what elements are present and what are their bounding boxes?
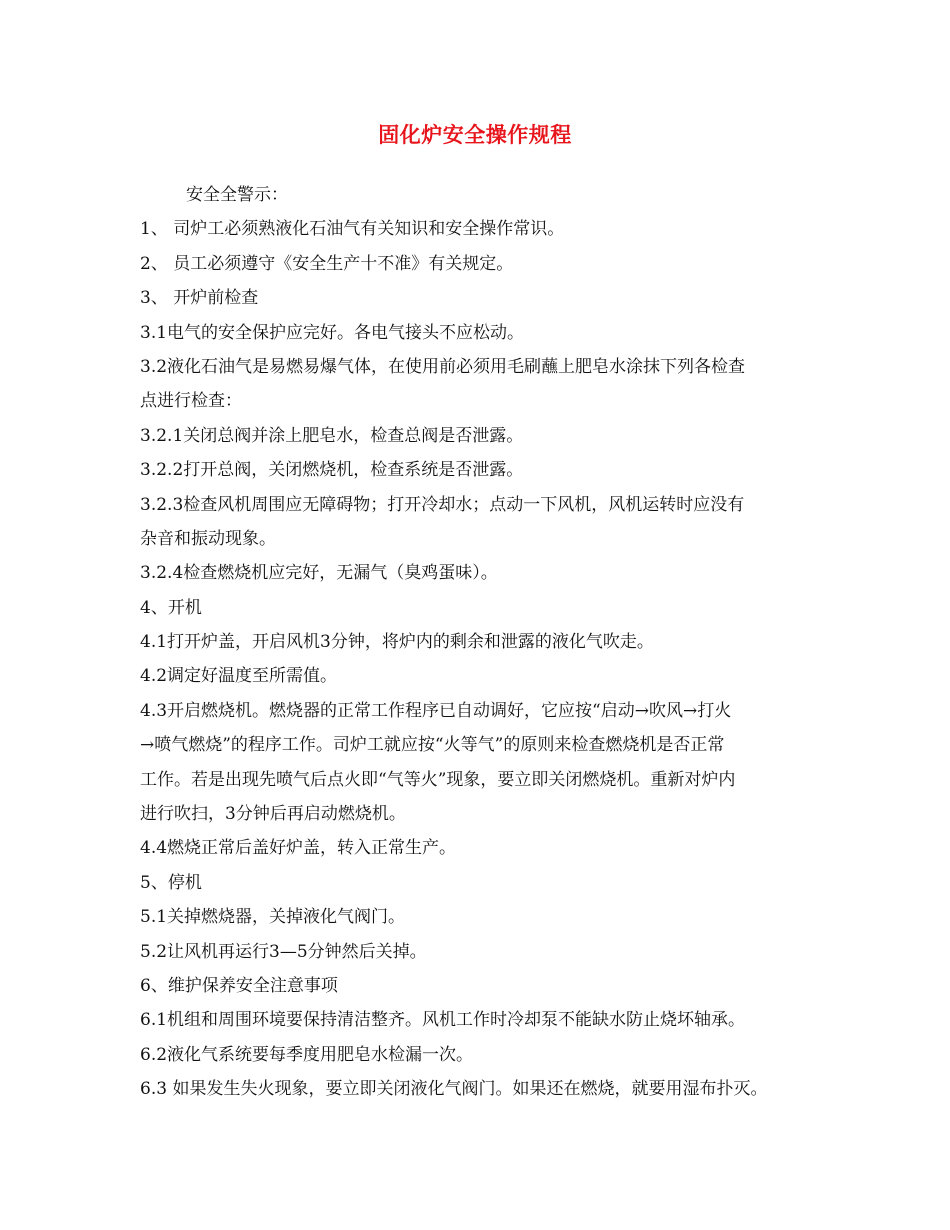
paragraph-line: 6.1机组和周围环境要保持清洁整齐。风机工作时冷却泵不能缺水防止烧坏轴承。 — [140, 1010, 746, 1031]
paragraph-line: 3.2.2打开总阀，关闭燃烧机，检查系统是否泄露。 — [140, 460, 524, 481]
document-body — [140, 178, 825, 1107]
paragraph-line: 5.1关掉燃烧器，关掉液化气阀门。 — [140, 907, 406, 928]
paragraph-line: 4.1打开炉盖，开启风机3分钟，将炉内的剩余和泄露的液化气吹走。 — [140, 632, 654, 653]
paragraph-line: →喷气燃烧”的程序工作。司炉工就应按“火等气”的原则来检查燃烧机是否正常 — [140, 735, 725, 756]
paragraph-line: 杂音和振动现象。 — [140, 528, 276, 549]
paragraph-line: 4.3开启燃烧机。燃烧器的正常工作程序已自动调好，它应按“启动→吹风→打火 — [140, 700, 732, 721]
safety-warning-heading: 安全全警示： — [186, 185, 288, 205]
paragraph-line: 2、 员工必须遵守《安全生产十不准》有关规定。 — [140, 253, 514, 274]
document-title: 固化炉安全操作规程 — [378, 123, 572, 147]
paragraph-line: 5.2让风机再运行3—5分钟然后关掉。 — [140, 941, 427, 962]
paragraph-line: 进行吹扫，3分钟后再启动燃烧机。 — [140, 804, 406, 825]
paragraph-line: 3.2.4检查燃烧机应完好，无漏气（臭鸡蛋味）。 — [140, 563, 498, 584]
paragraph-line: 3.2.1关闭总阀并涂上肥皂水，检查总阀是否泄露。 — [140, 425, 524, 446]
paragraph-line: 3.2.3检查风机周围应无障碍物；打开冷却水；点动一下风机，风机运转时应没有 — [140, 494, 745, 515]
section-heading: 3、 开炉前检查 — [140, 288, 259, 309]
paragraph-line: 点进行检查： — [140, 391, 242, 412]
paragraph-line: 3.1电气的安全保护应完好。各电气接头不应松动。 — [140, 322, 525, 343]
paragraph-line: 工作。若是出现先喷气后点火即“气等火”现象，要立即关闭燃烧机。重新对炉内 — [140, 769, 736, 790]
paragraph-line: 4.2调定好温度至所需值。 — [140, 666, 338, 687]
section-heading: 6、维护保养安全注意事项 — [140, 975, 338, 996]
paragraph-line: 1、 司炉工必须熟液化石油气有关知识和安全操作常识。 — [140, 219, 565, 240]
paragraph-line: 4.4燃烧正常后盖好炉盖，转入正常生产。 — [140, 838, 457, 859]
paragraph-line: 3.2液化石油气是易燃易爆气体，在使用前必须用毛刷蘸上肥皂水涂抹下列各检查 — [140, 356, 746, 377]
paragraph-line: 6.2液化气系统要每季度用肥皂水检漏一次。 — [140, 1044, 474, 1065]
section-heading: 4、开机 — [140, 597, 202, 618]
section-heading: 5、停机 — [140, 872, 202, 893]
paragraph-line: 6.3 如果发生失火现象，要立即关闭液化气阀门。如果还在燃烧，就要用湿布扑灭。 — [140, 1079, 768, 1100]
